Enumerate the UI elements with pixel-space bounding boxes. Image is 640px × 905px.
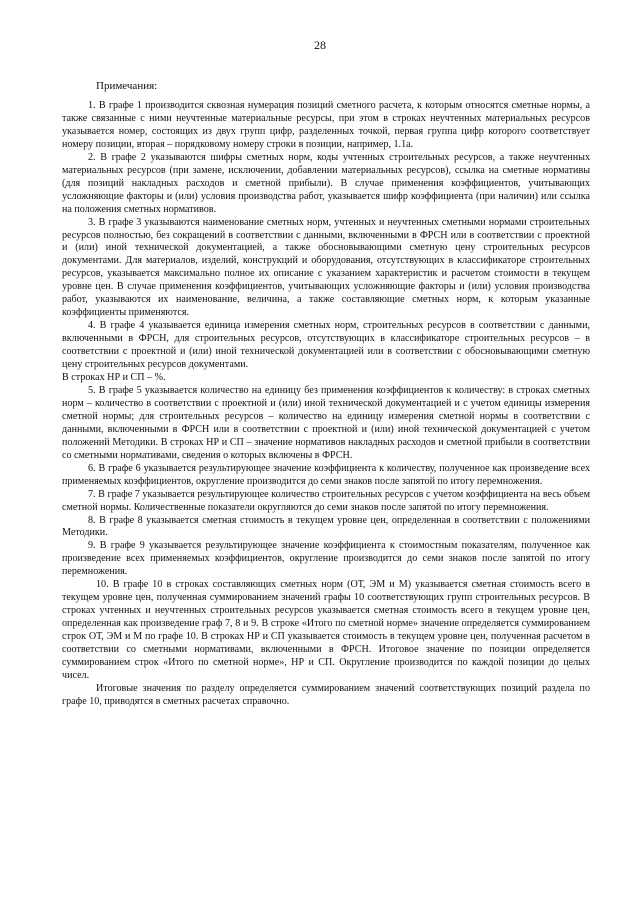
note-paragraph-3: 3. В графе 3 указываются наименование сметных норм, учтенных и неучтенных сметными нормами строительных ресурсов полностью, без сокращений в соответствии с данными, включенными в ФРСН или в соответствии с проектной и (или) иной технической документацией, а также обосновывающими сметную цену строительных ресурсов документами. Для материалов, изделий, конструкций и оборудования, отсутствующих в классификаторе строительных ресурсов, указывается максимально полное их описание с указанием характеристик и расчетом стоимости в текущем уровне цен. В случае применения коэффициентов, учитывающих усложняющие факторы и (или) условия производства работ, указываются их наименование, величина, а также составляющие сметных норм, к которым указанные коэффициенты применяются. [62,216,590,319]
notes-heading: Примечания: [96,80,158,92]
note-paragraph-5: 5. В графе 5 указывается количество на единицу без применения коэффициентов к количеству: в строках сметных норм – количество в соответствии с проектной и (или) иной технической документацией и с учетом единицы измерения сметной нормы; для строительных ресурсов – количество на единицу измерения сметной нормы в соответствии с данными, включенными в ФРСН или в соответствии с проектной и (или) иной технической документацией с учетом положений Методики. В строках НР и СП – значение нормативов накладных расходов и сметной прибыли в соответствии со сметными нормативами, сведения о которых включены в ФРСН. [62,384,590,461]
note-paragraph-final: Итоговые значения по разделу определяется суммированием значений соответствующих позиций раздела по графе 10, приводятся в сметных расчетах справочно. [62,682,590,707]
note-paragraph-6: 6. В графе 6 указывается результирующее значение коэффициента к количеству, полученное как произведение всех применяемых коэффициентов, округление производится до семи знаков после запятой по итогу перемножения. [62,462,590,487]
note-paragraph-10: 10. В графе 10 в строках составляющих сметных норм (ОТ, ЭМ и М) указывается сметная стоимость всего в текущем уровне цен, полученная суммированием значений графы 10 соответствующих групп строительных ресурсов. В строках учтенных и неучтенных строительных ресурсов указывается сметная стоимость всего в текущем уровне цен, определенная как произведение граф 7, 8 и 9. В строке «Итого по сметной норме» значение определяется суммированием строк ОТ, ЭМ и М по графе 10. В строках НР и СП указывается стоимость в текущем уровне цен, полученная расчетом в соответствии со сметными нормативами, включенными в ФРСН. Итоговое значение по позиции определяется суммированием строк «Итого по сметной норме», НР и СП. Округление производится по каждой позиции до целых чисел. [62,579,590,681]
note-paragraph-4: 4. В графе 4 указывается единица измерения сметных норм, строительных ресурсов в соответствии с данными, включенными в ФРСН, для строительных ресурсов, отсутствующих в классификаторе строительных ресурсов – в соответствии с проектной и (или) иной технической документацией или в соответствии с обосновывающими сметную цену строительных ресурсов документами. [62,320,590,371]
note-paragraph-4-extra: В строках НР и СП – %. [62,372,166,384]
note-paragraph-7: 7. В графе 7 указывается результирующее количество строительных ресурсов с учетом коэффициента на весь объем сметной нормы. Количественные показатели округляются до семи знаков после запятой по итогу перемножения. [62,488,590,513]
note-paragraph-1: 1. В графе 1 производится сквозная нумерация позиций сметного расчета, к которым относятся сметные нормы, а также связанные с ними неучтенные материальные ресурсы, при этом в строках неучтенных материальных ресурсов указывается номер, состоящих из двух групп цифр, разделенных точкой, первая группа цифр которого соответствует номеру позиции, вторая – порядковому номеру строки в позиции, например, 1.1а. [62,100,590,150]
note-paragraph-8: 8. В графе 8 указывается сметная стоимость в текущем уровне цен, определенная в соответствии с положениями Методики. [62,514,590,539]
note-paragraph-9: 9. В графе 9 указывается результирующее значение коэффициента к стоимостным показателям, полученное как произведение всех применяемых коэффициентов, округление производится до семи знаков после запятой по итогу перемножения. [62,540,590,578]
notes-body [62,100,590,709]
page-number: 28 [314,38,326,52]
note-paragraph-2: 2. В графе 2 указываются шифры сметных норм, коды учтенных строительных ресурсов, а также неучтенных материальных ресурсов (при замене, исключении, добавлении материальных ресурсов), ссылка на сметные нормативы (для позиций накладных расходов и сметной прибыли). В случае применения коэффициентов, учитывающих усложняющие факторы и (или) условия производства работ, указывается шифр коэффициента (при наличии) или ссылка на положения сметных нормативов. [62,151,590,215]
